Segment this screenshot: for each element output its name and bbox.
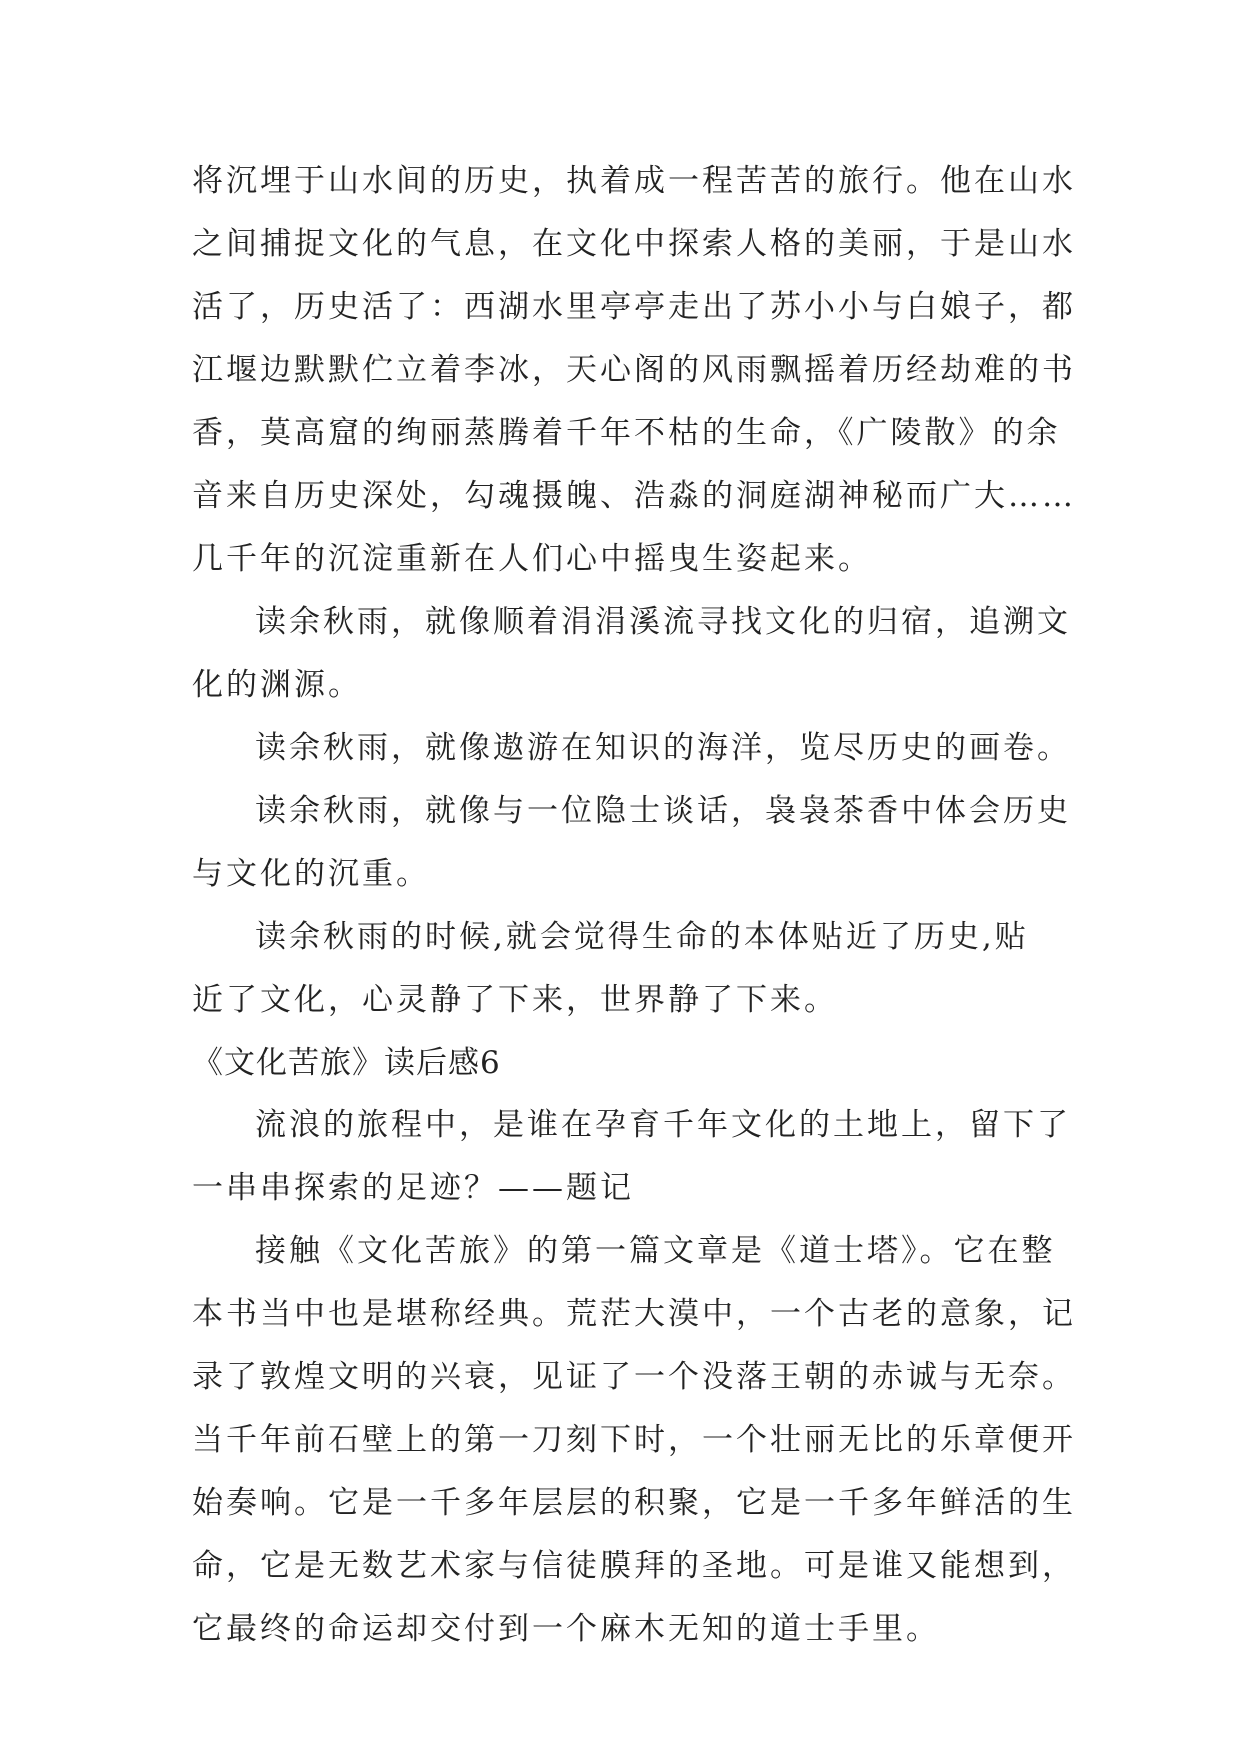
- document-body: [192, 150, 1076, 1661]
- text-line: 之间捕捉文化的气息，在文化中探索人格的美丽，于是山水: [192, 226, 1076, 262]
- text-line: 与文化的沉重。: [192, 856, 430, 892]
- text-line: 将沉埋于山水间的历史，执着成一程苦苦的旅行。他在山水: [192, 163, 1076, 199]
- text-line: 香，莫高窟的绚丽蒸腾着千年不枯的生命，《广陵散》的余: [192, 415, 1061, 451]
- text-line: 它最终的命运却交付到一个麻木无知的道士手里。: [192, 1611, 940, 1647]
- paragraph-first-line: 流浪的旅程中，是谁在孕育千年文化的土地上，留下了: [255, 1107, 1071, 1143]
- paragraph-first-line: 读余秋雨，就像与一位隐士谈话，袅袅茶香中体会历史: [255, 793, 1071, 829]
- text-line: 命，它是无数艺术家与信徒膜拜的圣地。可是谁又能想到，: [192, 1548, 1076, 1584]
- text-line: 江堰边默默伫立着李冰，天心阁的风雨飘摇着历经劫难的书: [192, 352, 1076, 388]
- paragraph-first-line: 接触《文化苦旅》的第一篇文章是《道士塔》。它在整: [255, 1233, 1056, 1269]
- section-heading: 《文化苦旅》读后感6: [192, 1045, 501, 1081]
- text-line: 当千年前石壁上的第一刀刻下时，一个壮丽无比的乐章便开: [192, 1422, 1076, 1458]
- paragraph-first-line: 读余秋雨，就像顺着涓涓溪流寻找文化的归宿，追溯文: [255, 604, 1071, 640]
- text-line: 录了敦煌文明的兴衰，见证了一个没落王朝的赤诚与无奈。: [192, 1359, 1076, 1395]
- text-line: 音来自历史深处，勾魂摄魄、浩淼的洞庭湖神秘而广大……: [192, 478, 1076, 514]
- paragraph-first-line: 读余秋雨，就像遨游在知识的海洋，览尽历史的画卷。: [255, 730, 1071, 766]
- text-line: 始奏响。它是一千多年层层的积聚，它是一千多年鲜活的生: [192, 1485, 1076, 1521]
- text-line: 本书当中也是堪称经典。荒茫大漠中，一个古老的意象，记: [192, 1296, 1076, 1332]
- text-line: 一串串探索的足迹？——题记: [192, 1170, 634, 1206]
- text-line: 化的渊源。: [192, 667, 362, 703]
- paragraph-first-line: 读余秋雨的时候,就会觉得生命的本体贴近了历史,贴: [255, 919, 1029, 955]
- text-line: 几千年的沉淀重新在人们心中摇曳生姿起来。: [192, 541, 872, 577]
- text-line: 近了文化，心灵静了下来，世界静了下来。: [192, 982, 838, 1018]
- text-line: 活了，历史活了：西湖水里亭亭走出了苏小小与白娘子，都: [192, 289, 1076, 325]
